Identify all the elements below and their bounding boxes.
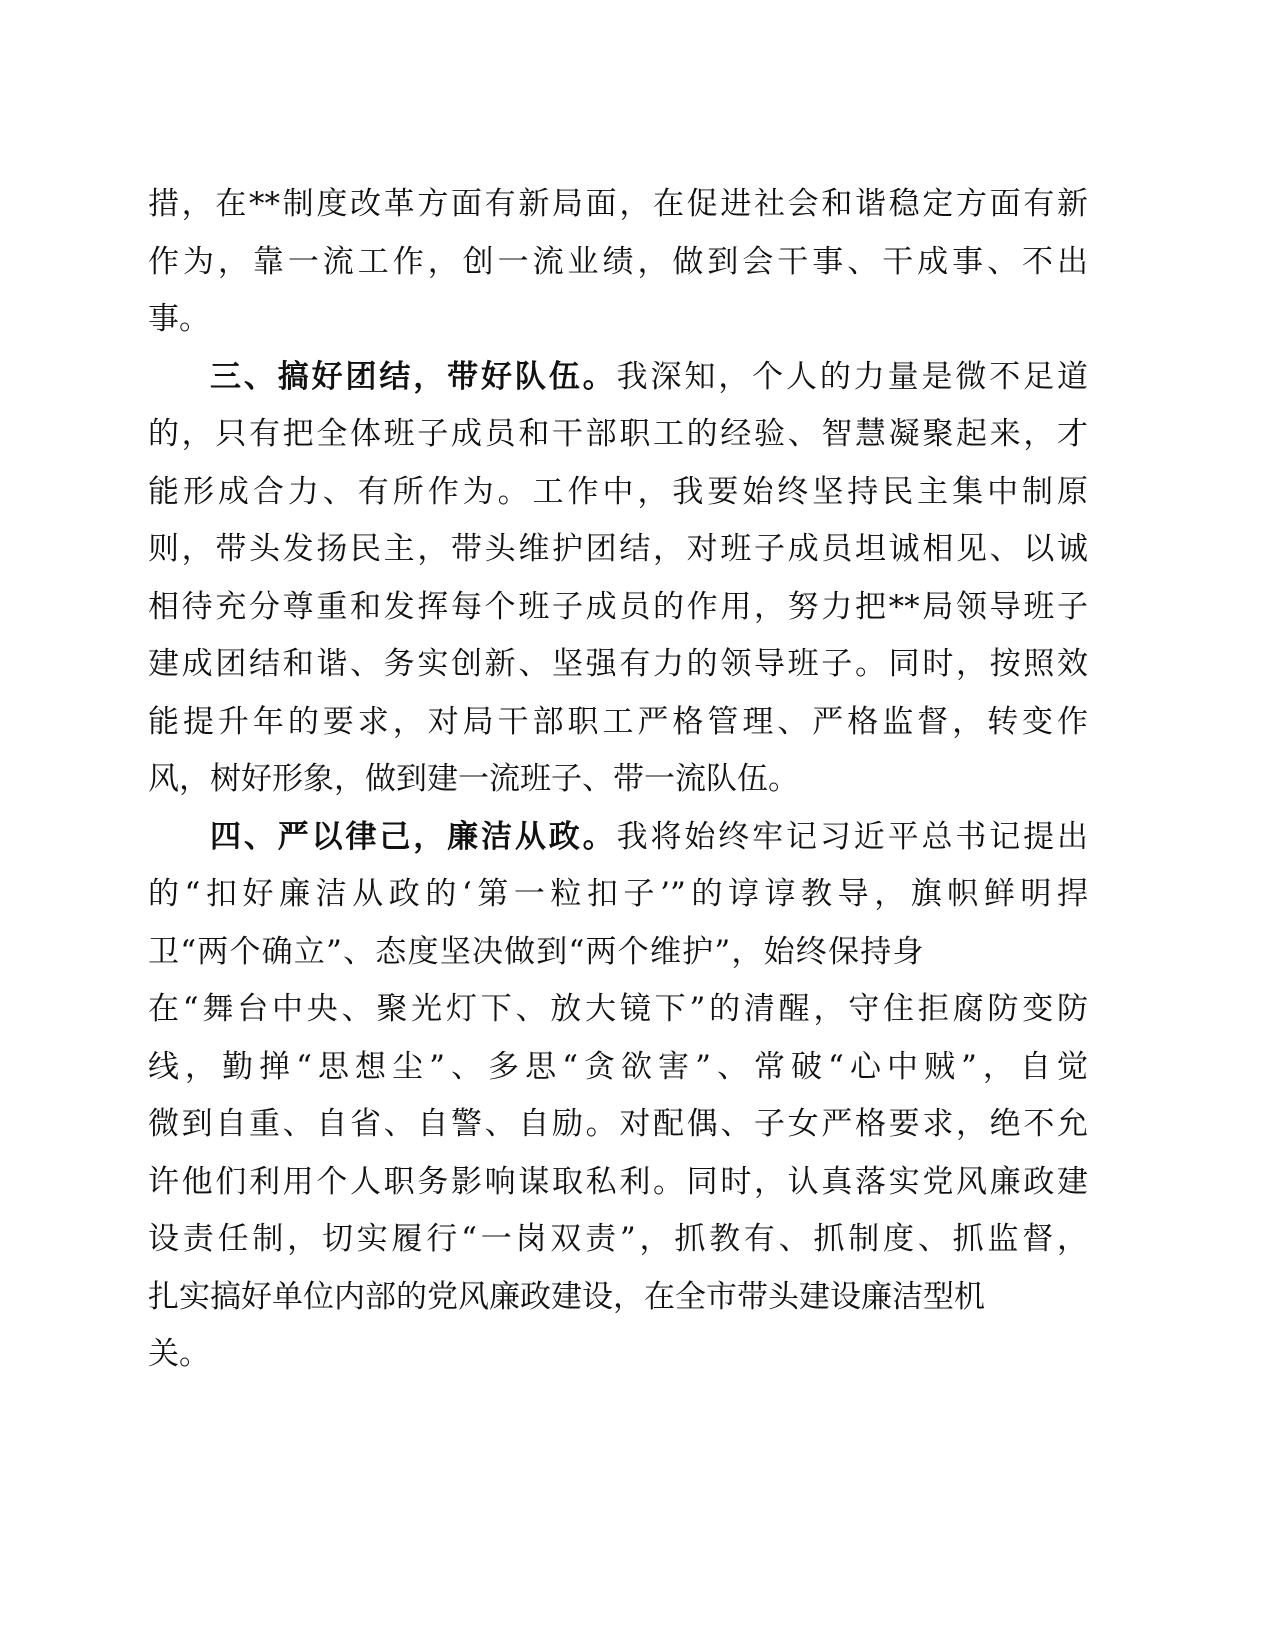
text-line: 卫“两个确立”、态度坚决做到“两个维护”，始终保持身 bbox=[148, 933, 925, 970]
text-line: 风，树好形象，做到建一流班子、带一流队伍。 bbox=[148, 761, 799, 797]
section-heading: 三、搞好团结，带好队伍。 bbox=[210, 358, 617, 395]
document-body bbox=[148, 176, 1088, 1384]
text-run: 我深知，个人的力量是微不足道 bbox=[616, 358, 1089, 395]
text-line: 在“舞台中央、聚光灯下、放大镜下”的清醒，守住拒腐防变防 bbox=[148, 991, 1088, 1027]
section-heading: 四、严以律己，廉洁从政。 bbox=[210, 818, 617, 855]
paragraph-first-line bbox=[148, 809, 1088, 867]
text-line: 扎实搞好单位内部的党风廉政建设，在全市带头建设廉洁型机 bbox=[148, 1278, 985, 1315]
paragraph-first-line bbox=[148, 349, 1088, 407]
text-line: 的，只有把全体班子成员和干部职工的经验、智慧凝聚起来，才 bbox=[148, 416, 1088, 452]
text-line: 相待充分尊重和发挥每个班子成员的作用，努力把**局领导班子 bbox=[148, 588, 1088, 625]
text-line: 的“扣好廉洁从政的‘第一粒扣子’”的谆谆教导，旗帜鲜明捍 bbox=[148, 876, 1088, 912]
text-line: 措，在**制度改革方面有新局面，在促进社会和谐稳定方面有新 bbox=[148, 186, 1088, 222]
text-line: 关。 bbox=[148, 1336, 210, 1372]
text-line: 线，勤掸“思想尘”、多思“贪欲害”、常破“心中贼”，自觉 bbox=[148, 1048, 1088, 1085]
text-line: 设责任制，切实履行“一岗双责”，抓教有、抓制度、抓监督， bbox=[148, 1221, 1088, 1257]
text-line: 建成团结和谐、务实创新、坚强有力的领导班子。同时，按照效 bbox=[148, 646, 1088, 682]
text-run: 我将始终牢记习近平总书记提出 bbox=[616, 818, 1089, 855]
text-line: 能形成合力、有所作为。工作中，我要始终坚持民主集中制原 bbox=[148, 473, 1088, 510]
text-line: 能提升年的要求，对局干部职工严格管理、严格监督，转变作 bbox=[148, 703, 1088, 740]
text-line: 许他们利用个人职务影响谋取私利。同时，认真落实党风廉政建 bbox=[148, 1163, 1088, 1200]
text-line: 作为，靠一流工作，创一流业绩，做到会干事、干成事、不出 bbox=[148, 243, 1088, 280]
text-line: 事。 bbox=[148, 301, 210, 337]
text-line: 微到自重、自省、自警、自励。对配偶、子女严格要求，绝不允 bbox=[148, 1106, 1088, 1142]
text-line: 则，带头发扬民主，带头维护团结，对班子成员坦诚相见、以诚 bbox=[148, 531, 1088, 567]
